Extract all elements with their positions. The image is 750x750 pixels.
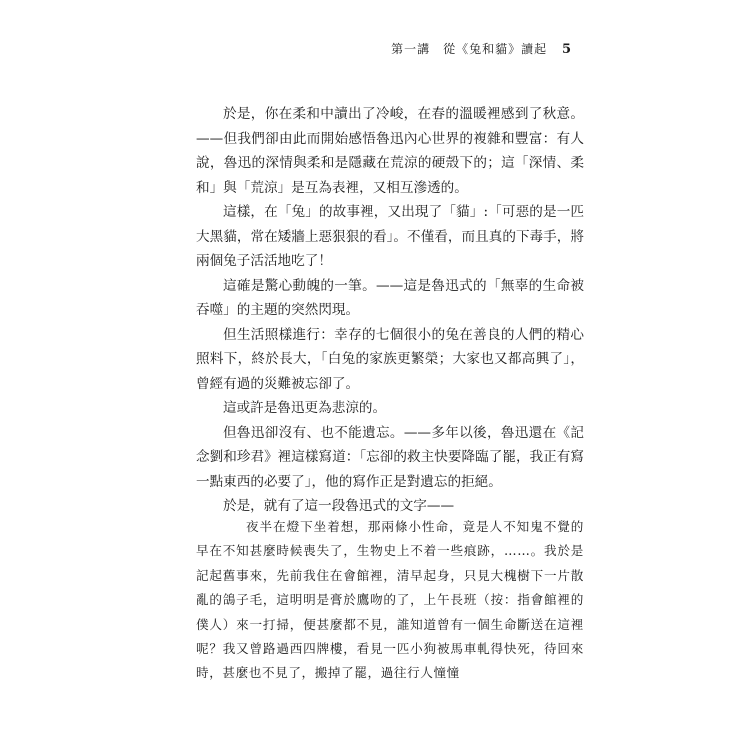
paragraph: 但生活照樣進行：幸存的七個很小的兔在善良的人們的精心照料下，終於長大，「白兔的家族更繁榮；大家也又都高興了」，曾經有過的災難被忘卻了。 (196, 326, 584, 392)
page-number: 5 (561, 42, 572, 57)
running-title: 第一講 從《兔和貓》讀起 (391, 42, 548, 56)
block-quote (196, 515, 584, 686)
paragraph: 這或許是魯迅更為悲涼的。 (223, 400, 387, 416)
paragraph: 這樣，在「兔」的故事裡，又出現了「貓」:「可惡的是一匹大黑貓，常在矮牆上惡狠狠的看」。不僅看，而且真的下毒手，將兩個兔子活活地吃了！ (196, 204, 584, 269)
paragraph: 這確是驚心動魄的一筆。——這是魯迅式的「無辜的生命被吞噬」的主題的突然閃現。 (196, 277, 584, 318)
body-text (196, 102, 584, 519)
running-header (391, 40, 572, 57)
paragraph: 於是，就有了這一段魯迅式的文字—— (223, 498, 455, 514)
paragraph: 於是，你在柔和中讀出了冷峻，在春的溫暖裡感到了秋意。——但我們卻由此而開始感悟魯迅內心世界的複雜和豐富：有人說，魯迅的深情與柔和是隱藏在荒涼的硬殼下的；這「深情、柔和」與「荒涼」是互為表裡，又相互滲透的。 (196, 106, 584, 196)
paragraph: 但魯迅卻沒有、也不能遺忘。——多年以後，魯迅還在《記念劉和珍君》裡這樣寫道：「忘卻的救主快要降臨了罷，我正有寫一點東西的必要了」，他的寫作正是對遺忘的拒絕。 (196, 424, 584, 490)
quote-text: 夜半在燈下坐着想，那兩條小性命，竟是人不知鬼不覺的早在不知甚麼時候喪失了，生物史上不着一些痕跡，……。我於是記起舊事來，先前我住在會館裡，清早起身，只見大槐樹下一片散亂的鴿子毛，這明明是膏於鷹吻的了，上午長班（按：指會館裡的僕人）來一打掃，便甚麼都不見，誰知道曾有一個生命斷送在這裡呢？我又曾路過西四牌樓，看見一匹小狗被馬車軋得快死，待回來時，甚麼也不見了，搬掉了罷，過往行人憧憧 (196, 519, 584, 681)
